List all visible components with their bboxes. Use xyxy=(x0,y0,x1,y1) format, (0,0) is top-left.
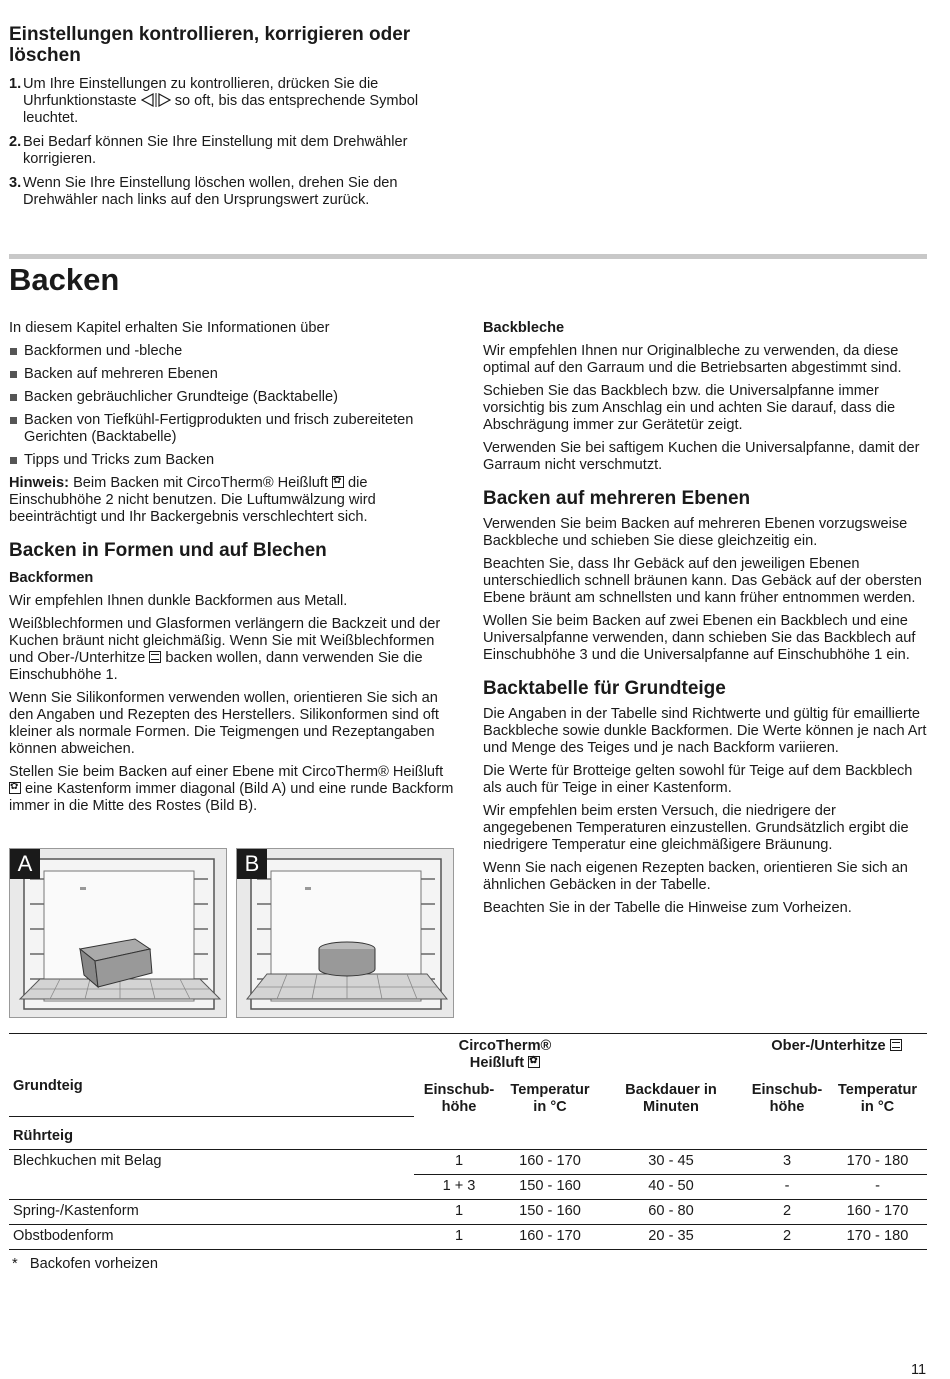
header-grundteig: Grundteig xyxy=(9,1072,414,1116)
bullet-icon xyxy=(9,452,24,469)
paragraph: Verwenden Sie beim Backen auf mehreren Ebenen vorzugsweise Backbleche und schieben Sie diese gleichzeitig ein. xyxy=(483,516,908,549)
paragraph: Verwenden Sie bei saftigem Kuchen die Universalpfanne, damit der Garraum nicht verschmutzt. xyxy=(483,440,920,473)
step-number: 1. xyxy=(9,76,22,92)
chapter-divider xyxy=(9,254,927,259)
oven-image-a xyxy=(9,848,227,1018)
list-item: Backformen und -bleche xyxy=(9,343,457,360)
clock-function-keys-icon xyxy=(141,93,171,107)
hot-air-icon xyxy=(9,782,21,794)
right-column xyxy=(483,320,929,923)
table-row: Blechkuchen mit Belag 1 160 - 170 30 - 45 3 170 - 180 xyxy=(9,1149,927,1174)
step-2 xyxy=(9,134,459,168)
bullet-icon xyxy=(9,389,24,406)
paragraph: Die Werte für Brotteige gelten sowohl für Teige auf dem Backblech als auch für Teige in einer Kastenform. xyxy=(483,763,913,796)
paragraph: Wenn Sie Silikonformen verwenden wollen, orientieren Sie sich an den Angaben und Rezepten des Herstellers. Silikonformen sind oft kleiner als normale Formen. Die Teigmengen und Rezeptangaben können abweichen. xyxy=(9,690,439,757)
table-row: Spring-/Kastenform 1 150 - 160 60 - 80 2 160 - 170 xyxy=(9,1199,927,1224)
chapter-title: Backen xyxy=(9,262,120,297)
header-einschub-1: Einschub- höhe xyxy=(423,1082,495,1115)
list-item: Backen auf mehreren Ebenen xyxy=(9,366,457,383)
chapter-contents-list xyxy=(9,343,457,469)
top-bottom-heat-icon xyxy=(149,651,161,663)
section-title-forms: Backen in Formen und auf Blechen xyxy=(9,540,327,561)
step-3-text: Wenn Sie Ihre Einstellung löschen wollen, drehen Sie den Drehwähler nach links auf den Ursprungswert zurück. xyxy=(23,175,398,208)
paragraph: Beachten Sie in der Tabelle die Hinweise zum Vorheizen. xyxy=(483,900,852,916)
settings-title: Einstellungen kontrollieren, korrigieren oder löschen xyxy=(9,24,411,66)
table-row: 1 + 3 150 - 160 40 - 50 - - xyxy=(9,1174,927,1199)
paragraph: Wir empfehlen Ihnen nur Originalbleche zu verwenden, da diese optimal auf den Garraum und die Betriebsarten abgestimmt sind. xyxy=(483,343,902,376)
settings-section xyxy=(9,24,459,216)
step-1 xyxy=(9,76,459,127)
section-title-levels: Backen auf mehreren Ebenen xyxy=(483,488,751,509)
paragraph: Weißblechformen und Glasformen verlängern die Backzeit und der Kuchen bräunt nicht gleichmäßig. Wenn Sie mit Weißblechformen und Ober-/Unterhitze backen wollen, dann verwenden Sie die Einschubhöhe 1. xyxy=(9,616,441,683)
intro-text: In diesem Kapitel erhalten Sie Informationen über xyxy=(9,320,330,336)
paragraph: Die Angaben in der Tabelle sind Richtwerte und gültig für emaillierte Backbleche sowie dunkle Backformen. Die Werte können je nach Art und Menge des Teiges und je nach Backform variieren. xyxy=(483,706,927,756)
top-bottom-heat-icon xyxy=(890,1039,902,1051)
step-number: 3. xyxy=(9,175,22,191)
step-3 xyxy=(9,175,459,209)
header-temp-2: Temperatur in °C xyxy=(837,1082,918,1115)
subtitle-backformen: Backformen xyxy=(9,570,94,586)
paragraph: Wenn Sie nach eigenen Rezepten backen, orientieren Sie sich an ähnlichen Gebäcken in der Tabelle. xyxy=(483,860,908,893)
bullet-icon xyxy=(9,343,24,360)
paragraph: Beachten Sie, dass Ihr Gebäck auf den jeweiligen Ebenen unterschiedlich schnell bräunen kann. Das Gebäck auf der obersten Ebene bräunt am schnellsten und kann früher entnommen werden. xyxy=(483,556,922,606)
paragraph: Stellen Sie beim Backen auf einer Ebene mit CircoTherm® Heißluft ✿ eine Kastenform immer diagonal (Bild A) und eine runde Backform immer in die Mitte des Rostes (Bild B). xyxy=(9,764,457,815)
oven-loaf-pan-illustration xyxy=(10,849,227,1018)
step-1-text-a: Um Ihre Einstellungen zu kontrollieren, drücken Sie die Uhrfunktionstaste xyxy=(23,76,379,109)
step-1-text-b: so oft, bis das entsprechende Symbol leuchtet. xyxy=(23,93,419,126)
paragraph: Schieben Sie das Backblech bzw. die Universalpfanne immer vorsichtig bis zum Anschlag ein und achten Sie darauf, dass die Abschrägung immer zur Gerätetür zeigt. xyxy=(483,383,896,433)
hot-air-icon xyxy=(528,1056,540,1068)
section-title-table: Backtabelle für Grundteige xyxy=(483,678,726,699)
bullet-icon xyxy=(9,366,24,383)
list-item: Backen gebräuchlicher Grundteige (Backtabelle) xyxy=(9,389,457,406)
subtitle-backbleche: Backbleche xyxy=(483,320,565,336)
table-group-header xyxy=(9,1034,927,1073)
paragraph: Wollen Sie beim Backen auf zwei Ebenen ein Backblech und eine Universalpfanne verwenden, dann schieben Sie das Backblech auf Einschubhöhe 3 und die Universalpfanne auf Einschubhöhe 1 ein. xyxy=(483,613,916,663)
settings-steps xyxy=(9,76,459,209)
table-row: Obstbodenform 1 160 - 170 20 - 35 2 170 - 180 xyxy=(9,1224,927,1249)
hint-label: Hinweis: xyxy=(9,475,70,491)
group-top-bottom-heat: Ober-/Unterhitze xyxy=(746,1034,927,1073)
header-temp-1: Temperatur in °C xyxy=(510,1082,590,1115)
hot-air-icon xyxy=(332,476,344,488)
left-column xyxy=(9,320,457,821)
table-header-row xyxy=(9,1072,927,1116)
paragraph: Wir empfehlen Ihnen dunkle Backformen aus Metall. xyxy=(9,593,348,609)
table-group-row: Rührteig xyxy=(9,1116,927,1149)
list-item: Tipps und Tricks zum Backen xyxy=(9,452,457,469)
header-einschub-2: Einschub- höhe xyxy=(751,1082,823,1115)
header-dauer: Backdauer in Minuten xyxy=(625,1082,717,1115)
list-item: Backen von Tiefkühl-Fertigprodukten und frisch zubereiteten Gerichten (Backtabelle) xyxy=(9,412,457,446)
paragraph: Wir empfehlen beim ersten Versuch, die niedrigere der angegebenen Temperaturen einzustellen. Grundsätzlich ergibt die niedrigere Temperatur eine gleichmäßigere Bräunung. xyxy=(483,803,909,853)
page-number: 11 xyxy=(911,1362,927,1378)
baking-table xyxy=(9,1033,927,1250)
bullet-icon xyxy=(9,412,24,446)
image-label-a: A xyxy=(10,849,40,879)
table-footnote: * Backofen vorheizen xyxy=(12,1256,159,1272)
hint-paragraph: Hinweis: Beim Backen mit CircoTherm® Heißluft ✿ die Einschubhöhe 2 nicht benutzen. Die Luftumwälzung wird beeinträchtigt und Ihr Backergebnis verschlechtert sich. xyxy=(9,475,457,526)
step-number: 2. xyxy=(9,134,22,150)
oven-springform-illustration xyxy=(237,849,454,1018)
oven-image-b xyxy=(236,848,454,1018)
image-label-b: B xyxy=(237,849,267,879)
group-circotherm: CircoTherm® Heißluft ✿ xyxy=(414,1034,596,1073)
step-2-text: Bei Bedarf können Sie Ihre Einstellung mit dem Drehwähler korrigieren. xyxy=(23,134,408,167)
